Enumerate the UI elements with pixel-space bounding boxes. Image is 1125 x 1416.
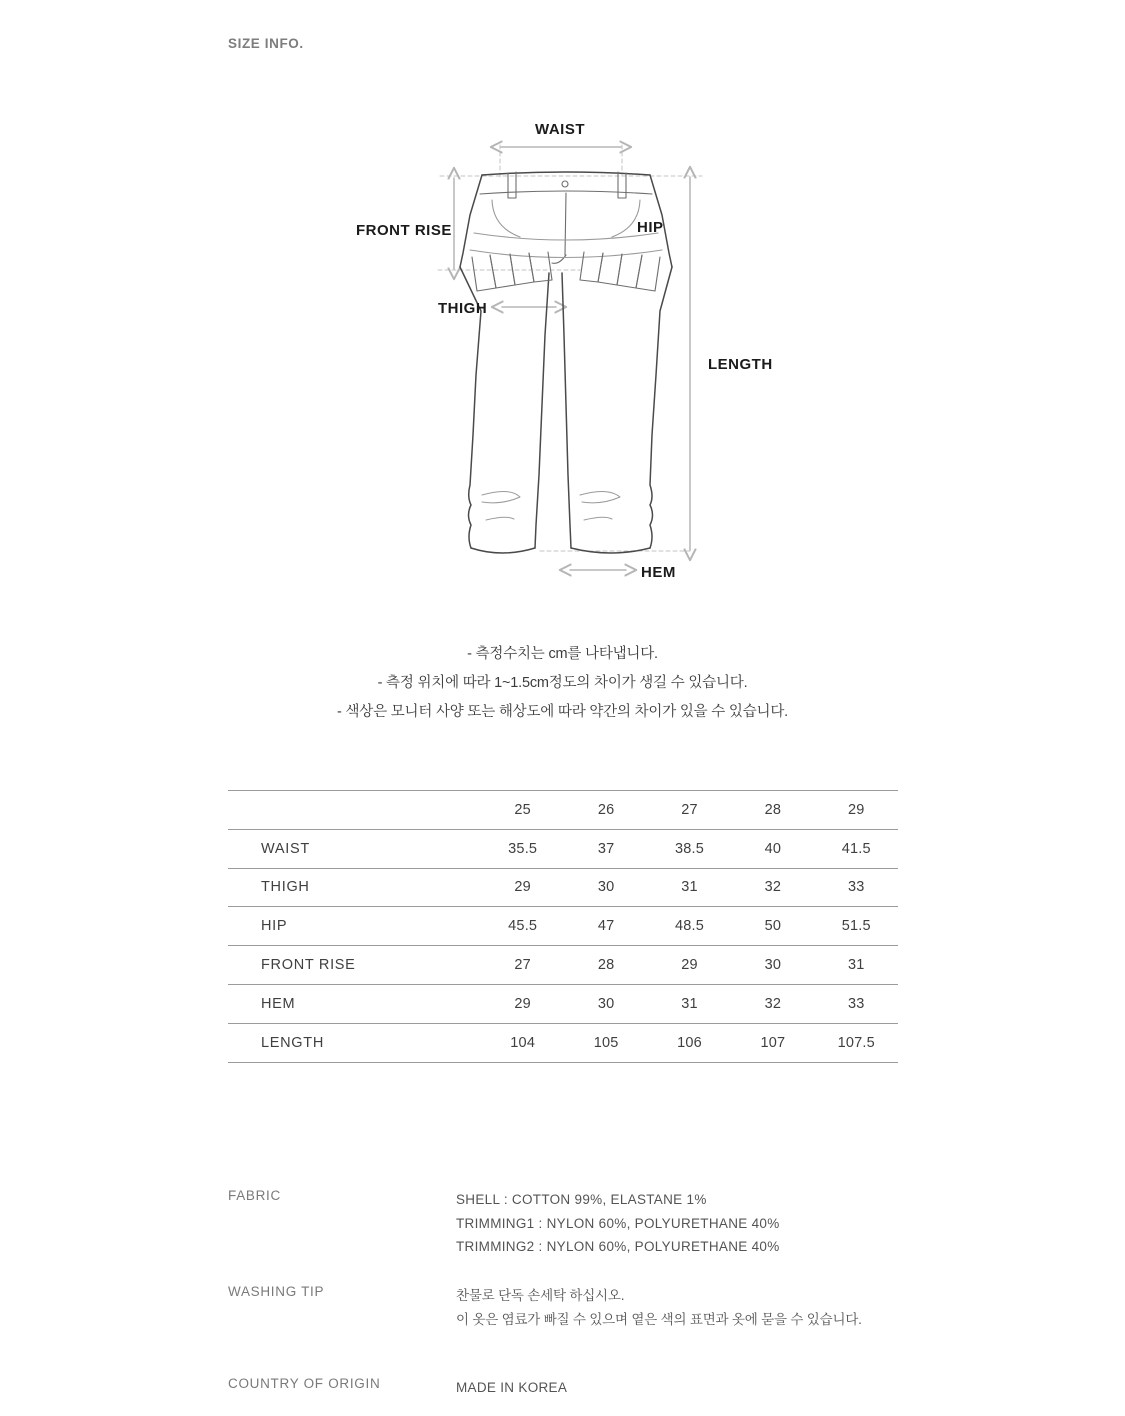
table-cell: 29: [481, 984, 564, 1023]
dimension-label-hip: HIP: [637, 219, 664, 236]
size-table-container: [228, 790, 898, 1063]
table-cell: 29: [481, 868, 564, 907]
table-row-label: WAIST: [228, 829, 481, 868]
table-cell: 31: [648, 868, 731, 907]
table-cell: 27: [481, 946, 564, 985]
table-cell: 51.5: [815, 907, 898, 946]
fabric-line: TRIMMING1 : NYLON 60%, POLYURETHANE 40%: [456, 1215, 780, 1231]
measurement-notes: [0, 640, 1125, 727]
table-cell: 47: [564, 907, 647, 946]
table-cell: 30: [564, 984, 647, 1023]
dimension-arrows: [454, 147, 690, 570]
washing-tip-line: 이 옷은 염료가 빠질 수 있으며 옅은 색의 표면과 옷에 묻을 수 있습니다.: [456, 1311, 862, 1327]
product-info-block: [228, 1188, 928, 1416]
dimension-label-front-rise: FRONT RISE: [356, 222, 452, 239]
info-label-fabric: FABRIC: [228, 1188, 281, 1203]
dimension-label-waist: WAIST: [535, 121, 585, 138]
info-label-washing-tip: WASHING TIP: [228, 1284, 325, 1299]
info-label-country-of-origin: COUNTRY OF ORIGIN: [228, 1376, 381, 1391]
table-header-row: [228, 791, 898, 830]
table-cell: 37: [564, 829, 647, 868]
table-cell: 32: [731, 984, 814, 1023]
table-row: [228, 946, 898, 985]
fabric-line: SHELL : COTTON 99%, ELASTANE 1%: [456, 1192, 707, 1207]
table-row: [228, 868, 898, 907]
table-row: [228, 829, 898, 868]
table-row-label: HIP: [228, 907, 481, 946]
table-cell: 38.5: [648, 829, 731, 868]
info-row-washing-tip: [228, 1284, 928, 1376]
table-col-header: 26: [564, 791, 647, 830]
table-row: [228, 984, 898, 1023]
note-line: - 측정수치는 cm를 나타냅니다.: [467, 646, 658, 662]
table-cell: 106: [648, 1023, 731, 1062]
info-value-washing-tip: [456, 1284, 928, 1331]
page-title: SIZE INFO.: [228, 36, 304, 51]
table-cell: 33: [815, 984, 898, 1023]
table-cell: 105: [564, 1023, 647, 1062]
info-value-fabric: [456, 1188, 928, 1259]
fabric-crease-detail: [482, 491, 620, 520]
info-row-fabric: [228, 1188, 928, 1284]
size-table: [228, 790, 898, 1063]
table-cell: 28: [564, 946, 647, 985]
table-cell: 107.5: [815, 1023, 898, 1062]
table-col-header: 29: [815, 791, 898, 830]
table-col-header: 28: [731, 791, 814, 830]
table-row: [228, 1023, 898, 1062]
table-cell: 50: [731, 907, 814, 946]
table-cell: 29: [648, 946, 731, 985]
dimension-label-length: LENGTH: [708, 356, 773, 373]
table-cell: 104: [481, 1023, 564, 1062]
origin-line: MADE IN KOREA: [456, 1380, 568, 1395]
table-row-label: HEM: [228, 984, 481, 1023]
table-cell: 33: [815, 868, 898, 907]
note-line: - 측정 위치에 따라 1~1.5cm정도의 차이가 생길 수 있습니다.: [377, 675, 748, 691]
table-cell: 40: [731, 829, 814, 868]
garment-details: [480, 172, 652, 263]
washing-tip-line: 찬물로 단독 손세탁 하십시오.: [456, 1288, 625, 1303]
table-row: [228, 907, 898, 946]
table-corner-cell: [228, 791, 481, 830]
table-cell: 31: [648, 984, 731, 1023]
waist-button-icon: [562, 181, 568, 187]
table-cell: 31: [815, 946, 898, 985]
note-line: - 색상은 모니터 사양 또는 해상도에 따라 약간의 차이가 있을 수 있습니다.: [337, 704, 788, 720]
table-row-label: THIGH: [228, 868, 481, 907]
table-cell: 30: [731, 946, 814, 985]
info-row-country-of-origin: [228, 1376, 928, 1416]
table-col-header: 25: [481, 791, 564, 830]
pants-measurement-diagram: [330, 105, 800, 615]
fabric-line: TRIMMING2 : NYLON 60%, POLYURETHANE 40%: [456, 1239, 780, 1254]
dimension-label-thigh: THIGH: [438, 300, 488, 317]
table-row-label: FRONT RISE: [228, 946, 481, 985]
table-cell: 41.5: [815, 829, 898, 868]
table-cell: 32: [731, 868, 814, 907]
table-cell: 107: [731, 1023, 814, 1062]
table-cell: 30: [564, 868, 647, 907]
info-value-country-of-origin: [456, 1376, 928, 1400]
table-cell: 45.5: [481, 907, 564, 946]
dimension-label-hem: HEM: [641, 564, 676, 581]
table-cell: 35.5: [481, 829, 564, 868]
table-cell: 48.5: [648, 907, 731, 946]
table-row-label: LENGTH: [228, 1023, 481, 1062]
table-col-header: 27: [648, 791, 731, 830]
